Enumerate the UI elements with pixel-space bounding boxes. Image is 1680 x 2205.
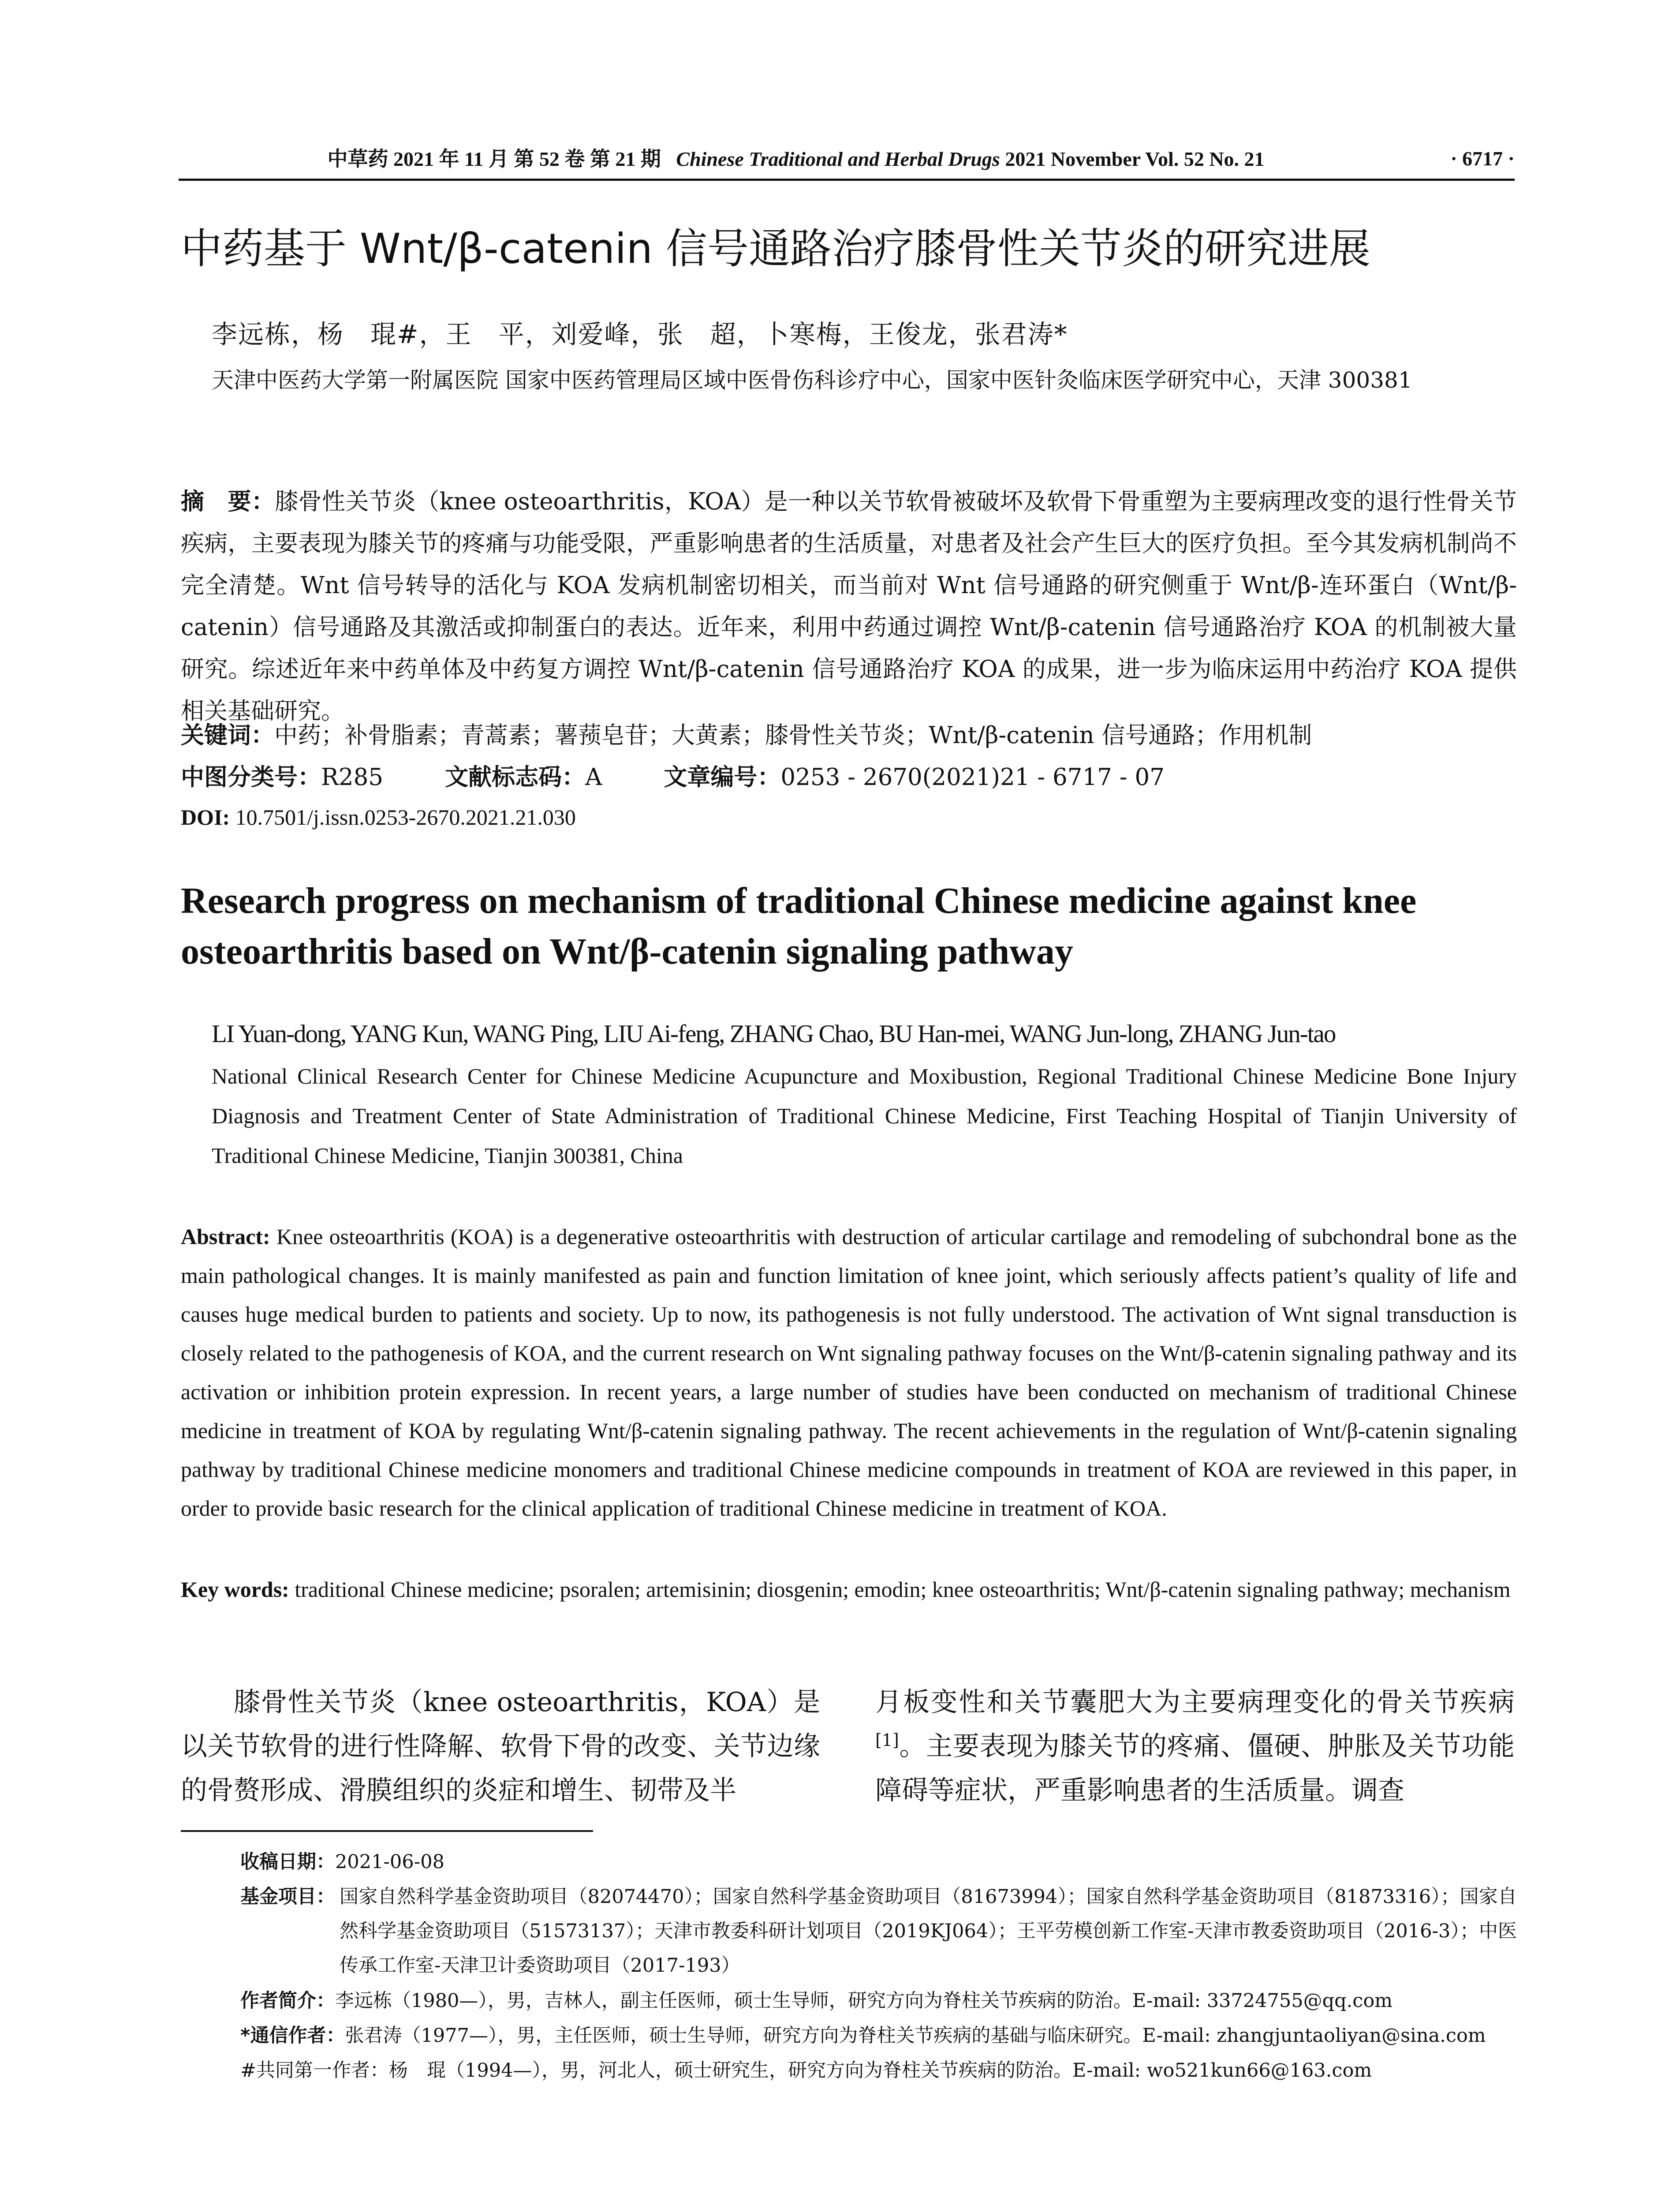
classification-line — [181, 756, 1517, 798]
doi-label: DOI: — [181, 805, 230, 830]
issue-en: 2021 November Vol. 52 No. 21 — [1005, 148, 1265, 170]
affiliation-en: National Clinical Research Center for Chinese Medicine Acupuncture and Moxibustion, Regional Traditional Chinese Medicine Bone Injury Diagnosis and Treatment Center of State Administration of Traditional Chinese Medicine, First Teaching Hospital of Tianjin University of Traditional Chinese Medicine, Tianjin 300381, China — [212, 1064, 1517, 1168]
citation-ref[interactable]: [1] — [875, 1730, 899, 1750]
corresponding-label: *通信作者： — [240, 2025, 345, 2047]
body-column-right — [875, 1680, 1515, 1813]
author-bio-text: 李远栋（1980—），男，吉林人，副主任医师，硕士生导师，研究方向为脊柱关节疾病的防治。E-mail: 33724755@qq.com — [335, 1990, 1393, 2012]
doi-value[interactable]: 10.7501/j.issn.0253-2670.2021.21.030 — [235, 805, 576, 830]
issue-cn: 2021 年 11 月 第 52 卷 第 21 期 — [393, 148, 661, 170]
keywords-en — [181, 1570, 1517, 1609]
footnote-fund — [240, 1880, 1517, 1983]
keywords-cn-label: 关键词： — [181, 722, 274, 749]
running-header — [179, 141, 1515, 176]
received-date: 2021-06-08 — [335, 1851, 444, 1873]
article-number-value: 0253 - 2670(2021)21 - 6717 - 07 — [780, 764, 1165, 791]
clc-label: 中图分类号： — [181, 764, 321, 791]
clc-value: R285 — [321, 764, 384, 791]
abstract-cn — [181, 481, 1517, 732]
authors-en: LI Yuan-dong, YANG Kun, WANG Ping, LIU Ai-feng, ZHANG Chao, BU Han-mei, WANG Jun-long, ZHANG Jun-tao — [212, 1020, 1336, 1048]
co-first-label: #共同第一作者： — [240, 2059, 389, 2082]
affiliation-cn: 天津中医药大学第一附属医院 国家中医药管理局区域中医骨伤科诊疗中心，国家中医针灸临床医学研究中心，天津 300381 — [212, 367, 1412, 393]
fund-text: 国家自然科学基金资助项目（82074470）；国家自然科学基金资助项目（81673994）；国家自然科学基金资助项目（81873316）；国家自然科学基金资助项目（51573137）；天津市教委科研计划项目（2019KJ064）；王平劳模创新工作室-天津市教委资助项目（2016-3）；中医传承工作室-天津卫计委资助项目（2017-193） — [340, 1886, 1517, 1977]
keywords-en-label: Key words: — [181, 1577, 289, 1602]
footnote-received — [240, 1845, 444, 1879]
body-column-left: 膝骨性关节炎（knee osteoarthritis，KOA）是以关节软骨的进行性降解、软骨下骨的改变、关节边缘的骨赘形成、滑膜组织的炎症和增生、韧带及半 — [181, 1687, 820, 1806]
page-number: · 6717 · — [1450, 147, 1515, 170]
footnote-corresponding — [240, 2018, 1486, 2053]
footnote-co-first-author — [240, 2053, 1372, 2088]
article-number-label: 文章编号： — [664, 764, 781, 791]
authors-cn: 李远栋，杨 琨#，王 平，刘爱峰，张 超，卜寒梅，王俊龙，张君涛* — [212, 319, 1068, 349]
co-first-text: 杨 琨（1994—），男，河北人，硕士研究生，研究方向为脊柱关节疾病的防治。E-mail: wo521kun66@163.com — [389, 2059, 1372, 2082]
received-label: 收稿日期： — [240, 1851, 335, 1873]
header-divider — [179, 179, 1515, 181]
abstract-en-text: Knee osteoarthritis (KOA) is a degenerative osteoarthritis with destruction of articular cartilage and remodeling of subchondral bone as the main pathological changes. It is mainly manifested as pain and function limitation of knee joint, which seriously affects patient’s quality of life and causes huge medical burden to patients and society. Up to now, its pathogenesis is not fully understood. The activation of Wnt signal transduction is closely related to the pathogenesis of KOA, and the current research on Wnt signaling pathway focuses on the Wnt/β-catenin signaling pathway and its activation or inhibition protein expression. In recent years, a large number of studies have been conducted on mechanism of traditional Chinese medicine in treatment of KOA by regulating Wnt/β-catenin signaling pathway. The recent achievements in the regulation of Wnt/β-catenin signaling pathway by traditional Chinese medicine monomers and traditional Chinese medicine compounds in treatment of KOA are reviewed in this paper, in order to provide basic research for the clinical application of traditional Chinese medicine in treatment of KOA. — [181, 1224, 1517, 1521]
footnote-author-bio — [240, 1984, 1393, 2018]
journal-name-en: Chinese Traditional and Herbal Drugs — [676, 148, 1000, 170]
author-bio-label: 作者简介： — [240, 1990, 335, 2012]
doi-line — [181, 797, 1517, 837]
keywords-cn-text: 中药；补骨脂素；青蒿素；薯蓣皂苷；大黄素；膝骨性关节炎；Wnt/β-catenin 信号通路；作用机制 — [274, 722, 1312, 749]
footnote-divider — [181, 1830, 593, 1832]
keywords-en-text: traditional Chinese medicine; psoralen; artemisinin; diosgenin; emodin; knee osteoarthritis; Wnt/β-catenin signaling pathway; mechanism — [295, 1577, 1511, 1602]
fund-label: 基金项目： — [240, 1886, 335, 1908]
keywords-cn — [181, 714, 1517, 756]
journal-issue-line — [179, 141, 1413, 177]
title-cn: 中药基于 Wnt/β-catenin 信号通路治疗膝骨性关节炎的研究进展 — [181, 225, 1370, 273]
title-en: Research progress on mechanism of traditional Chinese medicine against knee osteoarthritis based on Wnt/β-catenin signaling pathway — [181, 880, 1417, 972]
body-right-text-1: 月板变性和关节囊肥大为主要病理变化的骨关节疾病 — [875, 1687, 1515, 1718]
abstract-cn-label: 摘 要： — [181, 488, 275, 515]
journal-name-cn: 中草药 — [327, 147, 388, 171]
doc-code-label: 文献标志码： — [445, 764, 586, 791]
abstract-en — [181, 1217, 1517, 1528]
body-right-text-2: 。主要表现为膝关节的疼痛、僵硬、肿胀及关节功能障碍等症状，严重影响患者的生活质量。调查 — [875, 1731, 1515, 1806]
corresponding-text: 张君涛（1977—），男，主任医师，硕士生导师，研究方向为脊柱关节疾病的基础与临床研究。E-mail: zhangjuntaoliyan@sina.com — [345, 2025, 1486, 2047]
doc-code-value: A — [585, 764, 602, 791]
abstract-en-label: Abstract: — [181, 1224, 270, 1249]
abstract-cn-text: 膝骨性关节炎（knee osteoarthritis，KOA）是一种以关节软骨被破坏及软骨下骨重塑为主要病理改变的退行性骨关节疾病，主要表现为膝关节的疼痛与功能受限，严重影响患者的生活质量，对患者及社会产生巨大的医疗负担。至今其发病机制尚不完全清楚。Wnt 信号转导的活化与 KOA 发病机制密切相关，而当前对 Wnt 信号通路的研究侧重于 Wnt/β-连环蛋白（Wnt/β-catenin）信号通路及其激活或抑制蛋白的表达。近年来，利用中药通过调控 Wnt/β-catenin 信号通路治疗 KOA 的机制被大量研究。综述近年来中药单体及中药复方调控 Wnt/β-catenin 信号通路治疗 KOA 的成果，进一步为临床运用中药治疗 KOA 提供相关基础研究。 — [181, 488, 1517, 725]
